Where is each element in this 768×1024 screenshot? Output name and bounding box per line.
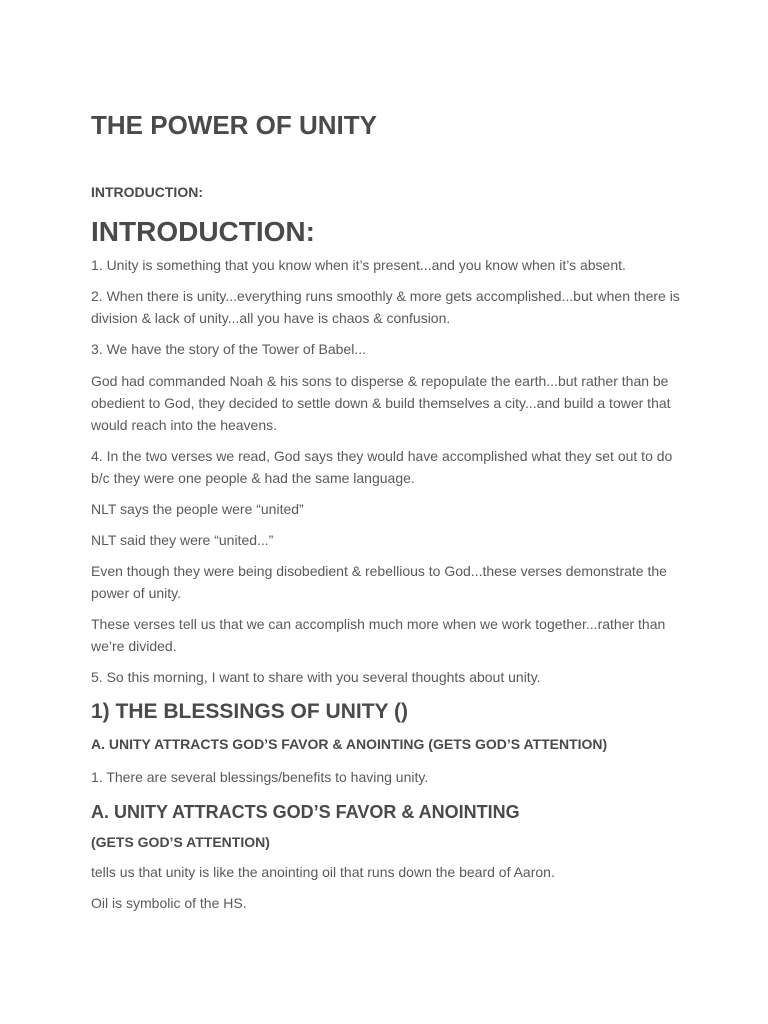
intro-paragraph-3: 3. We have the story of the Tower of Babel... bbox=[91, 341, 366, 357]
section-1-subheading-a: A. UNITY ATTRACTS GOD’S FAVOR & ANOINTING (GETS GOD’S ATTENTION) bbox=[91, 736, 608, 752]
intro-paragraph-2: 2. When there is unity...everything runs smoothly & more gets accomplished...but when there is division & lack of unity...all you have is chaos & confusion. bbox=[91, 288, 680, 326]
section-1-paragraph-3: Oil is symbolic of the HS. bbox=[91, 895, 247, 911]
section-1-subheading-a-large: A. UNITY ATTRACTS GOD’S FAVOR & ANOINTING bbox=[91, 802, 520, 822]
intro-paragraph-6: NLT says the people were “united” bbox=[91, 501, 304, 517]
intro-paragraph-1: 1. Unity is something that you know when it’s present...and you know when it’s absent. bbox=[91, 257, 626, 273]
spacer bbox=[91, 202, 688, 214]
intro-paragraph-4: God had commanded Noah & his sons to disperse & repopulate the earth...but rather than be obedient to God, they decided to settle down & build themselves a city...and build a tower that would reach into the heavens. bbox=[91, 373, 671, 433]
intro-paragraph-10: 5. So this morning, I want to share with you several thoughts about unity. bbox=[91, 669, 541, 685]
section-1-paragraph-1: 1. There are several blessings/benefits to having unity. bbox=[91, 769, 429, 785]
intro-paragraph-7: NLT said they were “united...” bbox=[91, 532, 274, 548]
section-1-paragraph-2: tells us that unity is like the anointing oil that runs down the beard of Aaron. bbox=[91, 864, 555, 880]
section-1-heading: 1) THE BLESSINGS OF UNITY () bbox=[91, 700, 408, 723]
introduction-label: INTRODUCTION: bbox=[91, 184, 203, 200]
intro-paragraph-5: 4. In the two verses we read, God says they would have accomplished what they set out to do b/c they were one people & had the same language. bbox=[91, 448, 673, 486]
document-title: THE POWER OF UNITY bbox=[91, 110, 377, 140]
spacer bbox=[91, 142, 688, 182]
intro-paragraph-9: These verses tell us that we can accomplish much more when we work together...rather than we’re divided. bbox=[91, 616, 666, 654]
section-1-subheading-attention: (GETS GOD’S ATTENTION) bbox=[91, 834, 270, 850]
intro-paragraph-8: Even though they were being disobedient & rebellious to God...these verses demonstrate the power of unity. bbox=[91, 563, 667, 601]
introduction-heading: INTRODUCTION: bbox=[91, 216, 315, 247]
